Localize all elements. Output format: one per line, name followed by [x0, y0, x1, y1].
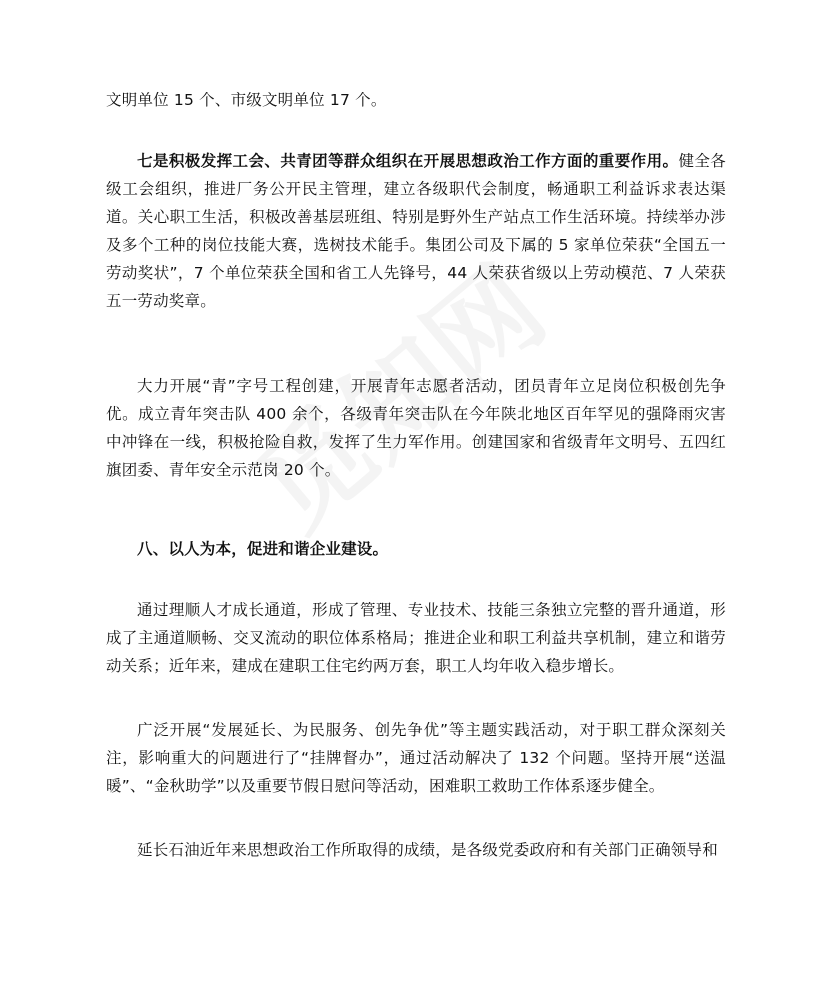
paragraph-seven-lead: 七是积极发挥工会、共青团等群众组织在开展思想政治工作方面的重要作用。 — [137, 152, 679, 170]
paragraph-achievements: 延长石油近年来思想政治工作所取得的成绩，是各级党委政府和有关部门正确领导和 — [137, 841, 718, 859]
paragraph-career-channels: 通过理顺人才成长通道，形成了管理、专业技术、技能三条独立完整的晋升通道，形成了主通道顺畅、交叉流动的职位体系格局；推进企业和职工利益共享机制，建立和谐劳动关系；近年来，建成在建职工住宅约两万套，职工人均年收入稳步增长。 — [106, 601, 726, 675]
paragraph-youth: 大力开展“青”字号工程创建，开展青年志愿者活动，团员青年立足岗位积极创先争优。成立青年突击队 400 余个，各级青年突击队在今年陕北地区百年罕见的强降雨灾害中冲锋在一线，积极抢险自救，发挥了生力军作用。创建国家和省级青年文明号、五四红旗团委、青年安全示范岗 20 个。 — [106, 377, 726, 479]
paragraph-seven-body: 健全各级工会组织，推进厂务公开民主管理，建立各级职代会制度，畅通职工利益诉求表达渠道。关心职工生活，积极改善基层班组、特别是野外生产站点工作生活环境。持续举办涉及多个工种的岗位技能大赛，选树技术能手。集团公司及下属的 5 家单位荣获“全国五一劳动奖状”，7 个单位荣获全国和省工人先锋号，44 人荣获省级以上劳动模范、7 人荣获五一劳动奖章。 — [106, 152, 726, 310]
paragraph-seven — [106, 147, 726, 315]
paragraph-activities: 广泛开展“发展延长、为民服务、创先争优”等主题实践活动，对于职工群众深刻关注，影响重大的问题进行了“挂牌督办”，通过活动解决了 132 个问题。坚持开展“送温暖”、“金秋助学”以及重要节假日慰问等活动，困难职工救助工作体系逐步健全。 — [106, 721, 726, 795]
section-heading-eight: 八、以人为本，促进和谐企业建设。 — [137, 540, 389, 558]
paragraph-continuation: 文明单位 15 个、市级文明单位 17 个。 — [106, 91, 387, 109]
